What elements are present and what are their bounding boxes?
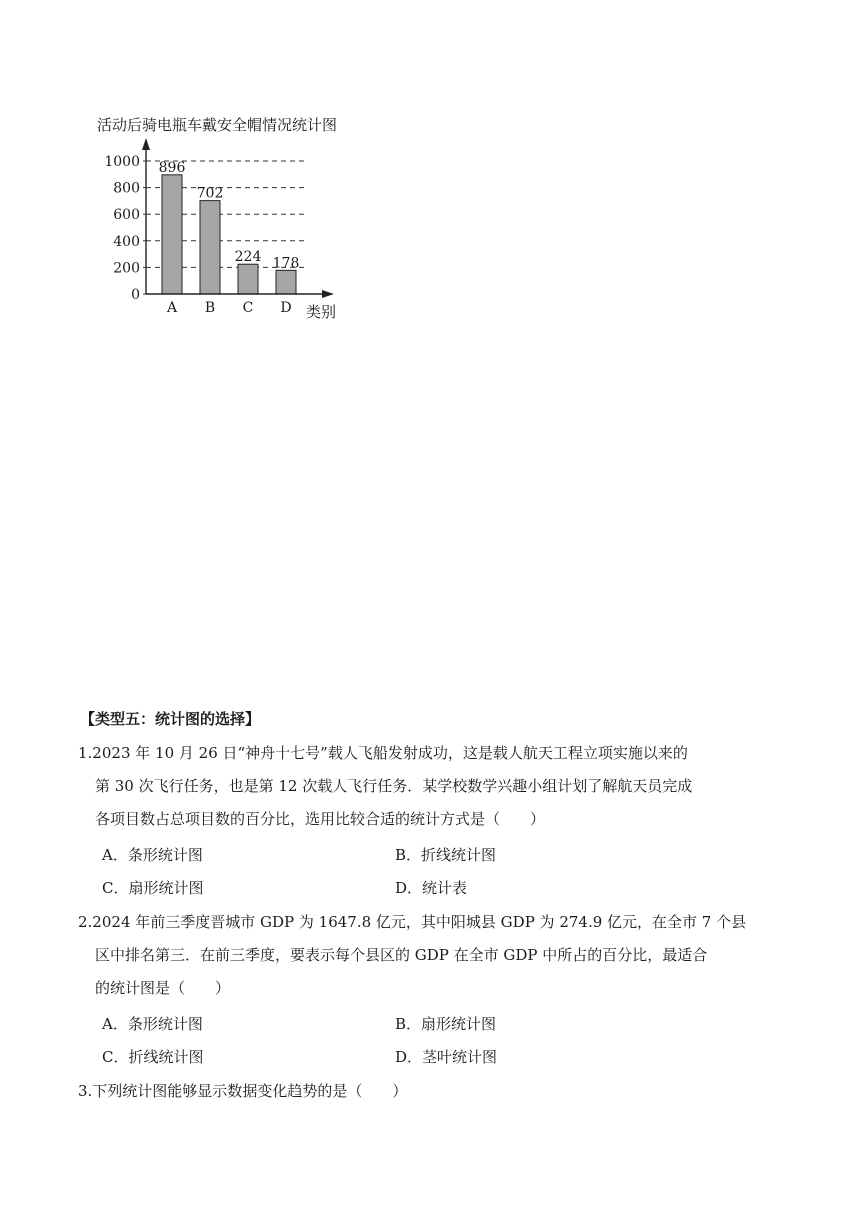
data-label-C: 224 [234,249,262,266]
question-1-line-3: 各项目数占总项目数的百分比，选用比较合适的统计方式是（ ） [95,810,546,828]
data-label-B: 702 [196,185,224,202]
question-2-line-3: 的统计图是（ ） [95,979,231,997]
bar-chart-svg [90,108,360,338]
bar-B [200,201,220,294]
question-1-option-b[interactable]: B．折线统计图 [395,846,497,864]
question-2-option-c[interactable]: C．折线统计图 [102,1048,204,1066]
bar-D [276,270,296,294]
question-1-option-d[interactable]: D．统计表 [395,879,468,897]
question-2-option-b[interactable]: B．扇形统计图 [395,1015,497,1033]
question-3-line-1: 3.下列统计图能够显示数据变化趋势的是（ ） [78,1082,408,1100]
question-2-option-a[interactable]: A．条形统计图 [102,1015,203,1033]
bar-chart [90,108,360,338]
bar-C [238,264,258,294]
bar-A [162,175,182,294]
question-1-option-a[interactable]: A．条形统计图 [102,846,203,864]
x-tick-label-B: B [204,300,216,316]
question-1-line-2: 第 30 次飞行任务，也是第 12 次载人飞行任务．某学校数学兴趣小组计划了解航天员完成 [95,777,693,795]
y-axis-arrow [142,138,150,150]
x-axis-arrow [322,290,334,298]
y-tick-label: 1000 [104,154,140,170]
y-tick-label: 0 [131,287,140,303]
x-tick-label-D: D [280,300,292,316]
y-tick-label: 800 [113,180,140,197]
question-2-line-1: 2.2024 年前三季度晋城市 GDP 为 1647.8 亿元，其中阳城县 GDP 为 274.9 亿元，在全市 7 个县 [78,913,747,931]
y-tick-label: 400 [113,233,140,250]
x-tick-label-A: A [166,300,178,316]
y-tick-label: 600 [113,207,140,224]
x-tick-label-C: C [242,300,254,316]
question-1-line-1: 1.2023 年 10 月 26 日“神舟十七号”载人飞船发射成功，这是载人航天工程立项实施以来的 [78,744,688,762]
chart-title: 活动后骑电瓶车戴安全帽情况统计图 [97,116,338,134]
question-2-option-d[interactable]: D．茎叶统计图 [395,1048,498,1066]
y-tick-label: 200 [113,260,140,277]
data-label-A: 896 [158,159,186,176]
section-title: 【类型五：统计图的选择】 [80,710,261,728]
question-1-option-c[interactable]: C．扇形统计图 [102,879,204,897]
question-2-line-2: 区中排名第三．在前三季度，要表示每个县区的 GDP 在全市 GDP 中所占的百分比，最适合 [95,946,708,964]
data-label-D: 178 [272,255,300,272]
x-axis-label: 类别 [306,303,337,321]
